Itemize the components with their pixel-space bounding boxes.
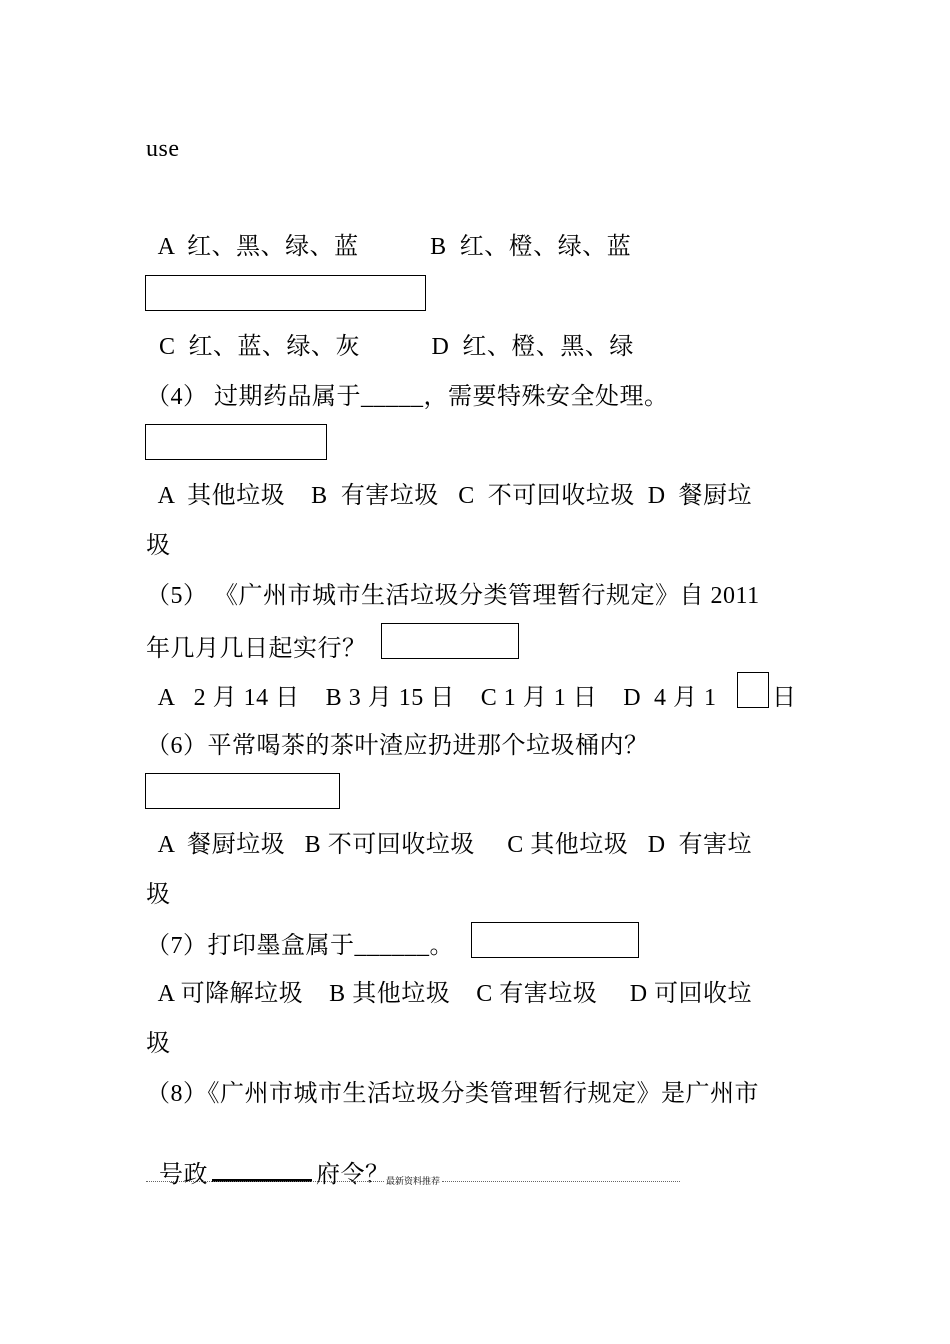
question-8-prefix: 号政 [159, 1162, 208, 1188]
question-8-suffix: 府令？ [316, 1162, 390, 1188]
question-options-wrap: 圾 [146, 1031, 171, 1057]
answer-box[interactable] [471, 922, 639, 958]
question-5: （5） 《广州市城市生活垃圾分类管理暂行规定》自 2011 [146, 583, 760, 609]
answer-box[interactable] [145, 773, 340, 809]
answer-box[interactable] [145, 275, 426, 311]
question-options: A 其他垃圾 B 有害垃圾 C 不可回收垃圾 D 餐厨垃 [146, 483, 753, 509]
question-options: A 2 月 14 日 B 3 月 15 日 C 1 月 1 日 D 4 月 1 [146, 685, 717, 711]
question-options: A 餐厨垃圾 B 不可回收垃圾 C 其他垃圾 D 有害垃 [146, 832, 753, 858]
answer-box-small[interactable] [737, 672, 769, 708]
question-options: A 红、黑、绿、蓝 B 红、橙、绿、蓝 [146, 234, 632, 260]
answer-box[interactable] [145, 424, 327, 460]
question-5-continued: 年几月几日起实行？ [146, 636, 367, 662]
footer-dots-right [442, 1181, 680, 1182]
footer [146, 1172, 680, 1188]
question-8: （8）《广州市城市生活垃圾分类管理暂行规定》是广州市 [146, 1081, 759, 1107]
question-7: （7）打印墨盒属于______。 [146, 933, 454, 959]
question-6: （6）平常喝茶的茶叶渣应扔进那个垃圾桶内？ [146, 733, 649, 759]
question-options: A 可降解垃圾 B 其他垃圾 C 有害垃圾 D 可回收垃 [146, 981, 753, 1007]
question-options: C 红、蓝、绿、灰 D 红、橙、黑、绿 [146, 334, 634, 360]
footer-label: 最新资料推荐 [386, 1176, 441, 1187]
answer-box[interactable] [381, 623, 519, 659]
question-options-wrap: 圾 [146, 533, 171, 559]
question-options-wrap: 圾 [146, 882, 171, 908]
question-options-tail: 日 [772, 685, 797, 711]
text-line: use [146, 136, 180, 162]
question-4: （4） 过期药品属于_____，需要特殊安全处理。 [146, 384, 669, 410]
footer-dots-left [146, 1181, 384, 1182]
